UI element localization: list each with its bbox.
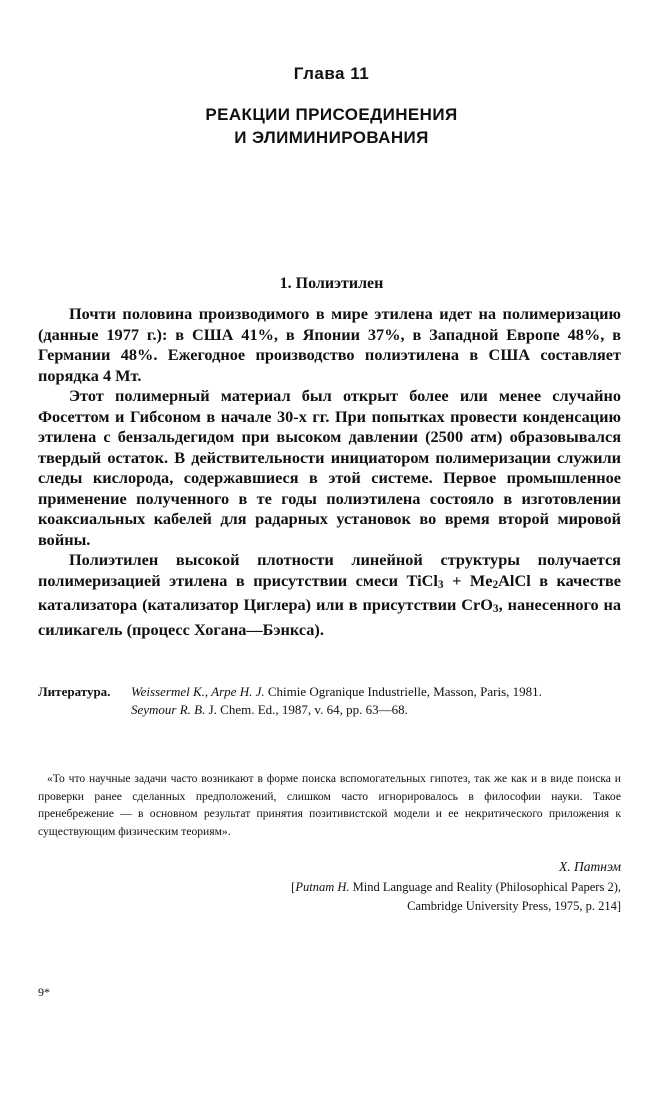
chapter-heading: Глава 11 — [293, 64, 370, 83]
paragraph-3-part-b: + Me — [443, 570, 493, 590]
body-text — [38, 304, 621, 640]
paragraph-3-part-d: , нанесенного на силикагель (процесс Хогана—Бэнкса). — [38, 595, 621, 639]
quote-source-line-1: Mind Language and Reality (Philosophical Papers 2), — [349, 880, 621, 894]
paragraph-3-part-c: AlCl в качестве катализатора (катализатор Циглера) или в присутствии CrO — [38, 570, 622, 614]
ticl3-subscript: 3 — [437, 578, 444, 591]
reference-1-text: Chimie Ogranique Industrielle, Masson, Paris, 1981. — [264, 684, 542, 699]
chapter-title-line-2: И ЭЛИМИНИРОВАНИЯ — [234, 128, 429, 147]
section-heading: 1. Полиэтилен — [279, 275, 384, 292]
quote-source-line-2: Cambridge University Press, 1975, p. 214] — [407, 899, 621, 913]
paragraph-3-part-a: Полиэтилен высокой плотности линейной структуры получается полимеризацией этилена в присутствии смеси TiCl — [38, 550, 621, 590]
cro3-subscript: 3 — [492, 603, 499, 615]
epigraph-quote — [38, 770, 621, 840]
me2-subscript: 2 — [492, 578, 499, 591]
references-label: Литература. — [38, 684, 111, 699]
quote-text: «То что научные задачи часто возникают в форме поиска вспомогательных гипотез, так же как и в виде поиска и проверки ранее сделанных предположений, слишком часто игнорировалось в философии науки. Такое пренебрежение — в основном результат принятия позитивистской модели и ее некритического приложения к существующим физическим теориям». — [38, 772, 621, 838]
quote-source — [141, 878, 621, 916]
paragraph-3 — [38, 550, 621, 640]
quote-author: X. Патнэм — [559, 859, 621, 874]
quote-source-author: Putnam H. — [295, 880, 350, 894]
paragraph-2: Этот полимерный материал был открыт более или менее случайно Фосеттом и Гибсоном в начале 30-х гг. При попытках провести конденсацию этилена с бензальдегидом при высоком давлении (2500 атм) образовывался твердый остаток. В действительности инициатором полимеризации служили следы кислорода, содержавшиеся в этой системе. Первое промышленное применение полученного в те годы полиэтилена состояло в изготовлении коаксиальных кабелей для радарных установок во время второй мировой войны. — [38, 386, 621, 549]
signature-mark: 9* — [38, 985, 50, 999]
reference-2 — [38, 701, 621, 719]
reference-2-text: J. Chem. Ed., 1987, v. 64, pp. 63—68. — [205, 702, 408, 717]
chapter-title — [0, 103, 663, 149]
reference-1 — [38, 683, 621, 701]
quote-source-bracket: [ — [291, 880, 296, 894]
paragraph-1: Почти половина производимого в мире этилена идет на полимеризацию (данные 1977 г.): в США 41%, в Японии 37%, в Западной Европе 48%, в Германии 48%. Ежегодное производство полиэтилена в США составляет порядка 4 Мт. — [38, 304, 621, 385]
references — [38, 683, 621, 719]
chapter-title-line-1: РЕАКЦИИ ПРИСОЕДИНЕНИЯ — [205, 105, 458, 124]
reference-2-authors: Seymour R. B. — [131, 702, 206, 717]
reference-1-authors: Weissermel K., Arpe H. J. — [131, 684, 265, 699]
